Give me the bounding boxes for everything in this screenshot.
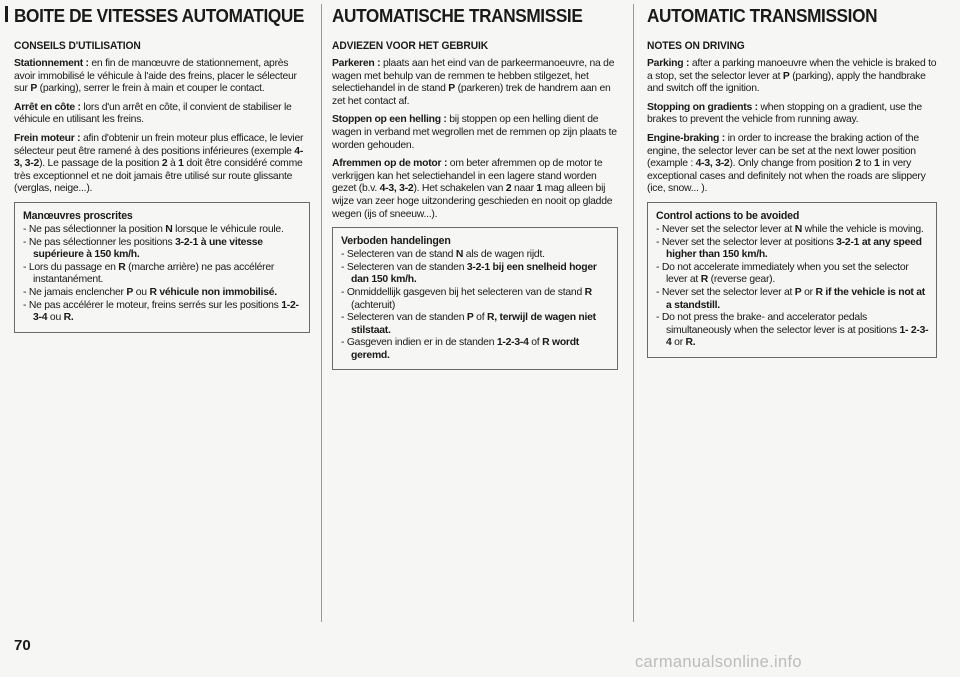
bold-text: Frein moteur : [14,132,83,144]
bold-text: N [455,249,464,261]
paragraph [647,58,937,96]
text-run: lors d'un arrêt en côte, il convient de stabiliser le véhicule en utilisant les freins. [14,101,292,126]
text-run: mag alleen bij wijze van zeer hoge uitzondering geschieden en nooit op gladde wegen (ijs of sneeuw...). [332,183,613,220]
text-run: (achteruit) [351,299,396,311]
rule-item [341,249,610,262]
text-run: - Onmiddellijk gasgeven bij het selecteren van de stand [341,286,585,298]
bold-text: R [584,286,592,298]
rule-item [656,224,929,237]
text-run: - Selecteren van de standen [341,261,467,273]
paragraph-list [332,58,618,221]
text-run: of [528,337,543,349]
bold-text: Arrêt en côte : [14,101,84,113]
text-run: - Ne pas sélectionner la position [23,223,166,235]
bold-text: 3-2-1 bij een snelheid hoger dan 150 km/h. [351,261,597,286]
bold-text: 4-3, 3-2 [695,158,730,170]
bold-text: 1 [874,158,880,170]
bold-text: Engine-braking : [647,132,728,144]
bold-text: 1-2-3-4 [33,299,299,324]
bold-text: P [30,83,38,95]
page-number: 70 [14,637,31,654]
bold-text: 1 [178,158,184,170]
warning-box [647,202,937,358]
bold-text: Stoppen op een helling : [332,114,450,126]
bold-text: 4-3, 3-2 [379,183,414,195]
rule-item [23,287,302,300]
text-run: - Ne jamais enclencher [23,286,127,298]
text-run: ). Only change from position [729,158,856,170]
text-run: doit être considéré comme très exceptionnel et ne doit jamais être utilisé sur route glissante (verglas, neige...). [14,158,303,195]
text-run: (reverse gear). [707,274,776,286]
text-run: bij stoppen op een helling dient de wagen in verband met wegrollen met de remmen op zijn plaats te worden gehouden. [332,114,617,151]
section-subtitle: ADVIEZEN VOOR HET GEBRUIK [332,40,489,52]
text-run: lorsque le véhicule roule. [172,223,284,235]
text-run: ou [133,286,150,298]
paragraph [332,58,618,108]
french-column [14,0,310,333]
bold-text: N [165,223,173,235]
text-run: - Do not press the brake- and accelerator pedals simultaneously when the selector lever is at positions [656,312,900,336]
section-title: AUTOMATIC TRANSMISSION [647,5,878,26]
bold-text: Afremmen op de motor : [332,158,450,170]
paragraph-list [14,58,310,196]
text-run: (marche arrière) ne pas accélérer instantanément. [33,261,275,286]
section-title: BOITE DE VITESSES AUTOMATIQUE [14,5,305,26]
text-run: in very exceptional cases and definitely not when the roads are slippery (ice, snow... ). [647,158,926,195]
paragraph [14,58,310,96]
bold-text: R, terwijl de wagen niet stilstaat. [351,312,596,336]
text-run: after a parking manoeuvre when the vehicle is braked to a stop, set the selector lever at [647,58,937,82]
bold-text: P [448,83,455,95]
text-run: en fin de manœuvre de stationnement, après avoir immobilisé le véhicule à l'aide des freins, placer le sélecteur sur [14,58,297,95]
dutch-column [332,0,618,370]
paragraph [14,102,310,127]
bold-text: R [700,274,708,286]
bold-text: Stationnement : [14,58,92,69]
english-column [647,0,937,358]
bold-text: 2 [161,158,168,170]
bold-text: 3-2-1 à une vitesse supérieure à 150 km/h. [33,236,263,261]
rule-item [656,237,929,262]
bold-text: R. [685,337,696,349]
rule-item [23,224,302,237]
text-run: (parkeren) trek de handrem aan en zet het contact af. [332,83,611,107]
section-subtitle: CONSEILS D'UTILISATION [14,40,141,52]
rule-item [656,312,929,350]
text-run: als de wagen rijdt. [463,249,545,261]
text-run: ). Het schakelen van [413,183,506,195]
bold-text: Parkeren : [332,58,383,69]
text-run: while the vehicle is moving. [802,223,924,235]
text-run: om beter afremmen op de motor te verkrijgen kan het selectiehandel in een lagere stand worden gezet (b.v. [332,158,603,195]
warning-box-title: Manœuvres proscrites [23,209,133,222]
bold-text: R if the vehicle is not at a standstill. [666,286,926,311]
text-run: of [473,312,487,324]
bold-text: 3-2-1 at any speed higher than 150 km/h. [666,236,922,261]
rule-item [656,262,929,287]
column-divider [321,4,322,622]
text-run: or [671,337,686,349]
paragraph [647,133,937,196]
bold-text: P [794,286,802,298]
paragraph [14,133,310,196]
bold-text: 2 [505,183,512,195]
warning-box-title: Control actions to be avoided [656,209,800,222]
bold-text: P [782,70,790,82]
bold-text: N [794,223,803,235]
rule-list [341,249,610,362]
text-run: (parking), apply the handbrake and switch off the ignition. [647,70,926,95]
paragraph [647,102,937,127]
text-run: afin d'obtenir un frein moteur plus efficace, le levier sélecteur peut être ramené à des positions inférieures (exemple [14,132,304,157]
bold-text: P [466,312,474,324]
bold-text: Stopping on gradients : [647,101,761,113]
bold-text: 2 [855,158,861,170]
warning-box [332,227,618,370]
rule-item [341,287,610,312]
bold-text: R. [63,312,74,324]
text-run: in order to increase the braking action of the engine, the selector lever can be set at the next lower position (example : [647,132,919,170]
rule-item [656,287,929,312]
paragraph [332,158,618,221]
text-run: - Selecteren van de stand [341,249,456,261]
text-run: - Ne pas sélectionner les positions [23,236,176,248]
bold-text: 1 [536,183,542,195]
text-run: - Selecteren van de standen [341,312,467,324]
text-run: - Do not accelerate immediately when you set the selector lever at [656,261,909,286]
text-run: naar [511,183,537,195]
text-run: - Ne pas accélérer le moteur, freins serrés sur les positions [23,299,282,311]
text-run: à [167,158,179,170]
bold-text: 1- 2-3-4 [666,324,929,349]
section-marker [5,6,8,22]
text-run: plaats aan het eind van de parkeermanoeuvre, na de wagen met behulp van de remmen te hebben stilgezet, het selectiehandel in de stand [332,58,615,95]
bold-text: R véhicule non immobilisé. [149,286,277,298]
warning-box [14,202,310,333]
text-run: - Never set the selector lever at [656,223,795,235]
text-run: ). Le passage de la position [39,158,162,170]
bold-text: Parking : [647,58,692,69]
section-subtitle: NOTES ON DRIVING [647,40,745,52]
bold-text: 1-2-3-4 [496,337,529,349]
text-run: - Never set the selector lever at [656,286,795,298]
rule-item [341,337,610,362]
warning-box-title: Verboden handelingen [341,235,451,248]
rule-item [23,237,302,262]
text-run: (parking), serrer le frein à main et couper le contact. [37,83,265,95]
watermark: carmanualsonline.info [635,653,802,671]
text-run: to [860,158,875,170]
paragraph-list [647,58,937,196]
text-run: or [801,286,816,298]
rule-item [341,262,610,287]
rule-item [341,312,610,337]
paragraph [332,114,618,152]
text-run: - Gasgeven indien er in de standen [341,337,497,349]
rule-list [656,224,929,350]
rule-item [23,262,302,287]
text-run: - Never set the selector lever at positions [656,236,837,248]
text-run: when stopping on a gradient, use the brakes to prevent the vehicle from running away. [647,101,922,126]
column-divider [633,4,634,622]
text-run: - Lors du passage en [23,261,119,273]
rule-list [23,224,302,325]
bold-text: P [126,286,134,298]
text-run: ou [47,312,64,324]
section-title: AUTOMATISCHE TRANSMISSIE [332,5,583,26]
bold-text: R [118,261,126,273]
rule-item [23,300,302,325]
bold-text: R wordt geremd. [351,337,580,361]
bold-text: 4-3, 3-2 [14,145,304,170]
